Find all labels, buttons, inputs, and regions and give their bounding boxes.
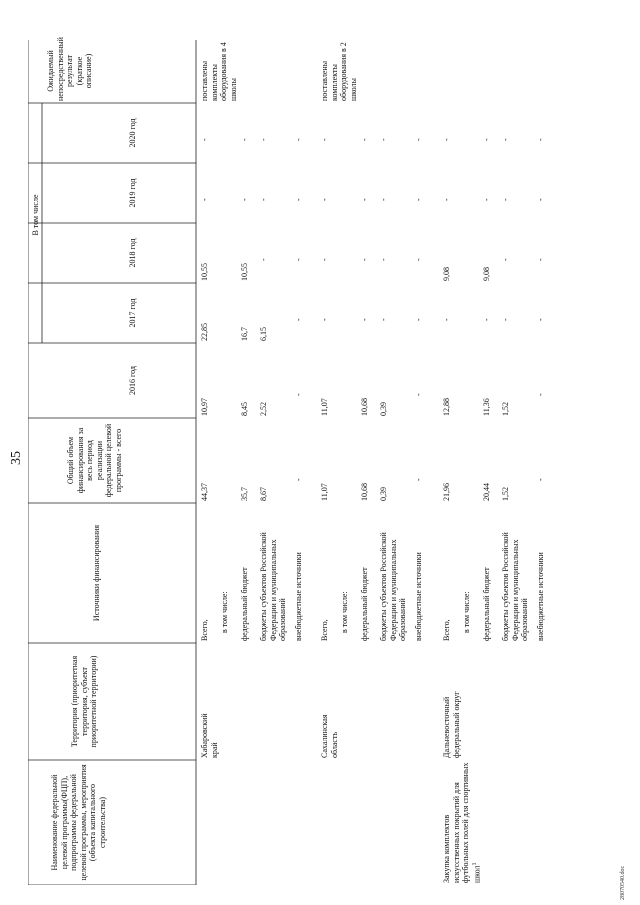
source-regional: бюджеты субъектов Российской Федерации и муниципальных образований xyxy=(259,532,287,641)
value-2019: - xyxy=(294,198,303,201)
header-territory: Территория (приоритетная территория, субъект приоритетной территории) xyxy=(70,655,98,748)
value-2020: - xyxy=(501,138,510,141)
value-2018: - xyxy=(501,258,510,261)
value-2016: 2,52 xyxy=(259,402,268,416)
footer-filename: 28070540.doc xyxy=(620,865,626,900)
value-2019: - xyxy=(501,198,510,201)
activity-name-text: Закупка комплектов искусственных покрытий для футбольных полей для спортивных школ xyxy=(442,762,482,883)
value-2020: - xyxy=(320,138,329,141)
value-2018: - xyxy=(536,258,545,261)
value-total: 8,67 xyxy=(259,487,268,501)
value-2018: - xyxy=(259,258,268,261)
source-extrabudget: внебюджетные источники xyxy=(536,552,545,641)
value-2017: - xyxy=(294,318,303,321)
value-2017: - xyxy=(414,318,423,321)
result-khabarovsk: поставлены комплекты оборудования в 4 школы xyxy=(200,42,238,101)
value-2016: 11,36 xyxy=(482,398,491,416)
value-total: - xyxy=(536,478,545,481)
header-2017: 2017 год xyxy=(128,298,137,328)
result-sakhalin: поставлены комплекты оборудования в 2 школы xyxy=(320,42,358,101)
source-regional: бюджеты субъектов Российской Федерации и муниципальных образований xyxy=(501,532,529,641)
value-2019: - xyxy=(414,198,423,201)
source-total: Всего, xyxy=(200,619,209,641)
territory-dfo: Дальневосточный федеральный округ xyxy=(442,691,461,758)
value-2016: 10,68 xyxy=(360,398,369,416)
value-2016: - xyxy=(536,393,545,396)
header-2016: 2016 год xyxy=(128,366,137,395)
value-total: 21,96 xyxy=(442,483,451,501)
value-2017: 16,7 xyxy=(240,327,249,341)
value-2017: - xyxy=(482,318,491,321)
value-2017: 6,15 xyxy=(259,327,268,341)
territory-khabarovsk: Хабаровский край xyxy=(200,713,219,758)
header-result: Ожидаемый непосредственный результат (краткое описание) xyxy=(46,37,93,101)
source-federal: федеральный бюджет xyxy=(240,567,249,641)
value-2018: - xyxy=(379,258,388,261)
value-2020: - xyxy=(294,138,303,141)
header-sources: Источники финансирования xyxy=(92,524,101,622)
value-total: 44,37 xyxy=(200,483,209,501)
value-2019: - xyxy=(360,198,369,201)
source-total: Всего, xyxy=(442,619,451,641)
financing-table xyxy=(28,37,610,885)
value-2020: - xyxy=(360,138,369,141)
source-extrabudget: внебюджетные источники xyxy=(294,552,303,641)
header-2020: 2020 год xyxy=(128,118,137,148)
value-total: 20,44 xyxy=(482,483,491,501)
value-2016: 12,88 xyxy=(442,398,451,416)
value-total: - xyxy=(414,478,423,481)
value-2019: - xyxy=(320,198,329,201)
value-2020: - xyxy=(414,138,423,141)
value-2017: 22,85 xyxy=(200,323,209,341)
value-2019: - xyxy=(536,198,545,201)
page-number: 35 xyxy=(9,451,24,465)
value-2017: - xyxy=(501,318,510,321)
source-including: в том числе: xyxy=(220,591,229,633)
value-2017: - xyxy=(536,318,545,321)
value-total: 0,39 xyxy=(379,487,388,501)
source-regional: бюджеты субъектов Российской Федерации и муниципальных образований xyxy=(379,532,407,641)
header-total: Общий объем финансирования за весь период реализации федеральной целевой программы - всего xyxy=(66,423,123,498)
value-2016: 0,39 xyxy=(379,402,388,416)
value-total: 11,07 xyxy=(320,483,329,501)
value-2016: 11,07 xyxy=(320,398,329,416)
value-total: 1,52 xyxy=(501,487,510,501)
value-2018: 9,08 xyxy=(482,267,491,281)
value-2016: - xyxy=(414,393,423,396)
value-2020: - xyxy=(536,138,545,141)
source-extrabudget: внебюджетные источники xyxy=(414,552,423,641)
value-2018: - xyxy=(320,258,329,261)
value-2019: - xyxy=(240,198,249,201)
value-2016: - xyxy=(294,393,303,396)
value-2019: - xyxy=(442,198,451,201)
value-2016: 10,97 xyxy=(200,398,209,416)
header-2018: 2018 год xyxy=(128,238,137,268)
source-including: в том числе: xyxy=(462,591,471,633)
value-2020: - xyxy=(259,138,268,141)
value-2020: - xyxy=(442,138,451,141)
value-total: 35,7 xyxy=(240,487,249,501)
source-federal: федеральный бюджет xyxy=(360,567,369,641)
source-total: Всего, xyxy=(320,619,329,641)
header-including: В том числе xyxy=(31,194,40,236)
value-2016: 8,45 xyxy=(240,402,249,416)
value-2018: - xyxy=(294,258,303,261)
value-2017: - xyxy=(379,318,388,321)
value-2019: - xyxy=(482,198,491,201)
value-2020: - xyxy=(379,138,388,141)
value-2017: - xyxy=(442,318,451,321)
value-2020: - xyxy=(482,138,491,141)
value-2018: 10,55 xyxy=(240,263,249,281)
header-2019: 2019 год xyxy=(128,178,137,208)
value-2016: 1,52 xyxy=(501,402,510,416)
source-federal: федеральный бюджет xyxy=(482,567,491,641)
value-total: - xyxy=(294,478,303,481)
header-name: Наименование федеральной целевой программы(ФЦП), подпрограммы федеральной целевой программы, мероприятия (объекта капитального строительства) xyxy=(50,764,107,881)
activity-name xyxy=(442,762,482,883)
footnote-mark: 1 xyxy=(471,862,478,866)
territory-sakhalin: Сахалинская область xyxy=(320,714,339,758)
value-2020: - xyxy=(200,138,209,141)
source-including: в том числе: xyxy=(340,591,349,633)
value-2018: 10,55 xyxy=(200,263,209,281)
value-total: 10,68 xyxy=(360,483,369,501)
value-2019: - xyxy=(200,198,209,201)
value-2019: - xyxy=(259,198,268,201)
value-2017: - xyxy=(320,318,329,321)
value-2020: - xyxy=(240,138,249,141)
value-2017: - xyxy=(360,318,369,321)
value-2018: - xyxy=(414,258,423,261)
value-2018: 9,08 xyxy=(442,267,451,281)
value-2018: - xyxy=(360,258,369,261)
value-2019: - xyxy=(379,198,388,201)
